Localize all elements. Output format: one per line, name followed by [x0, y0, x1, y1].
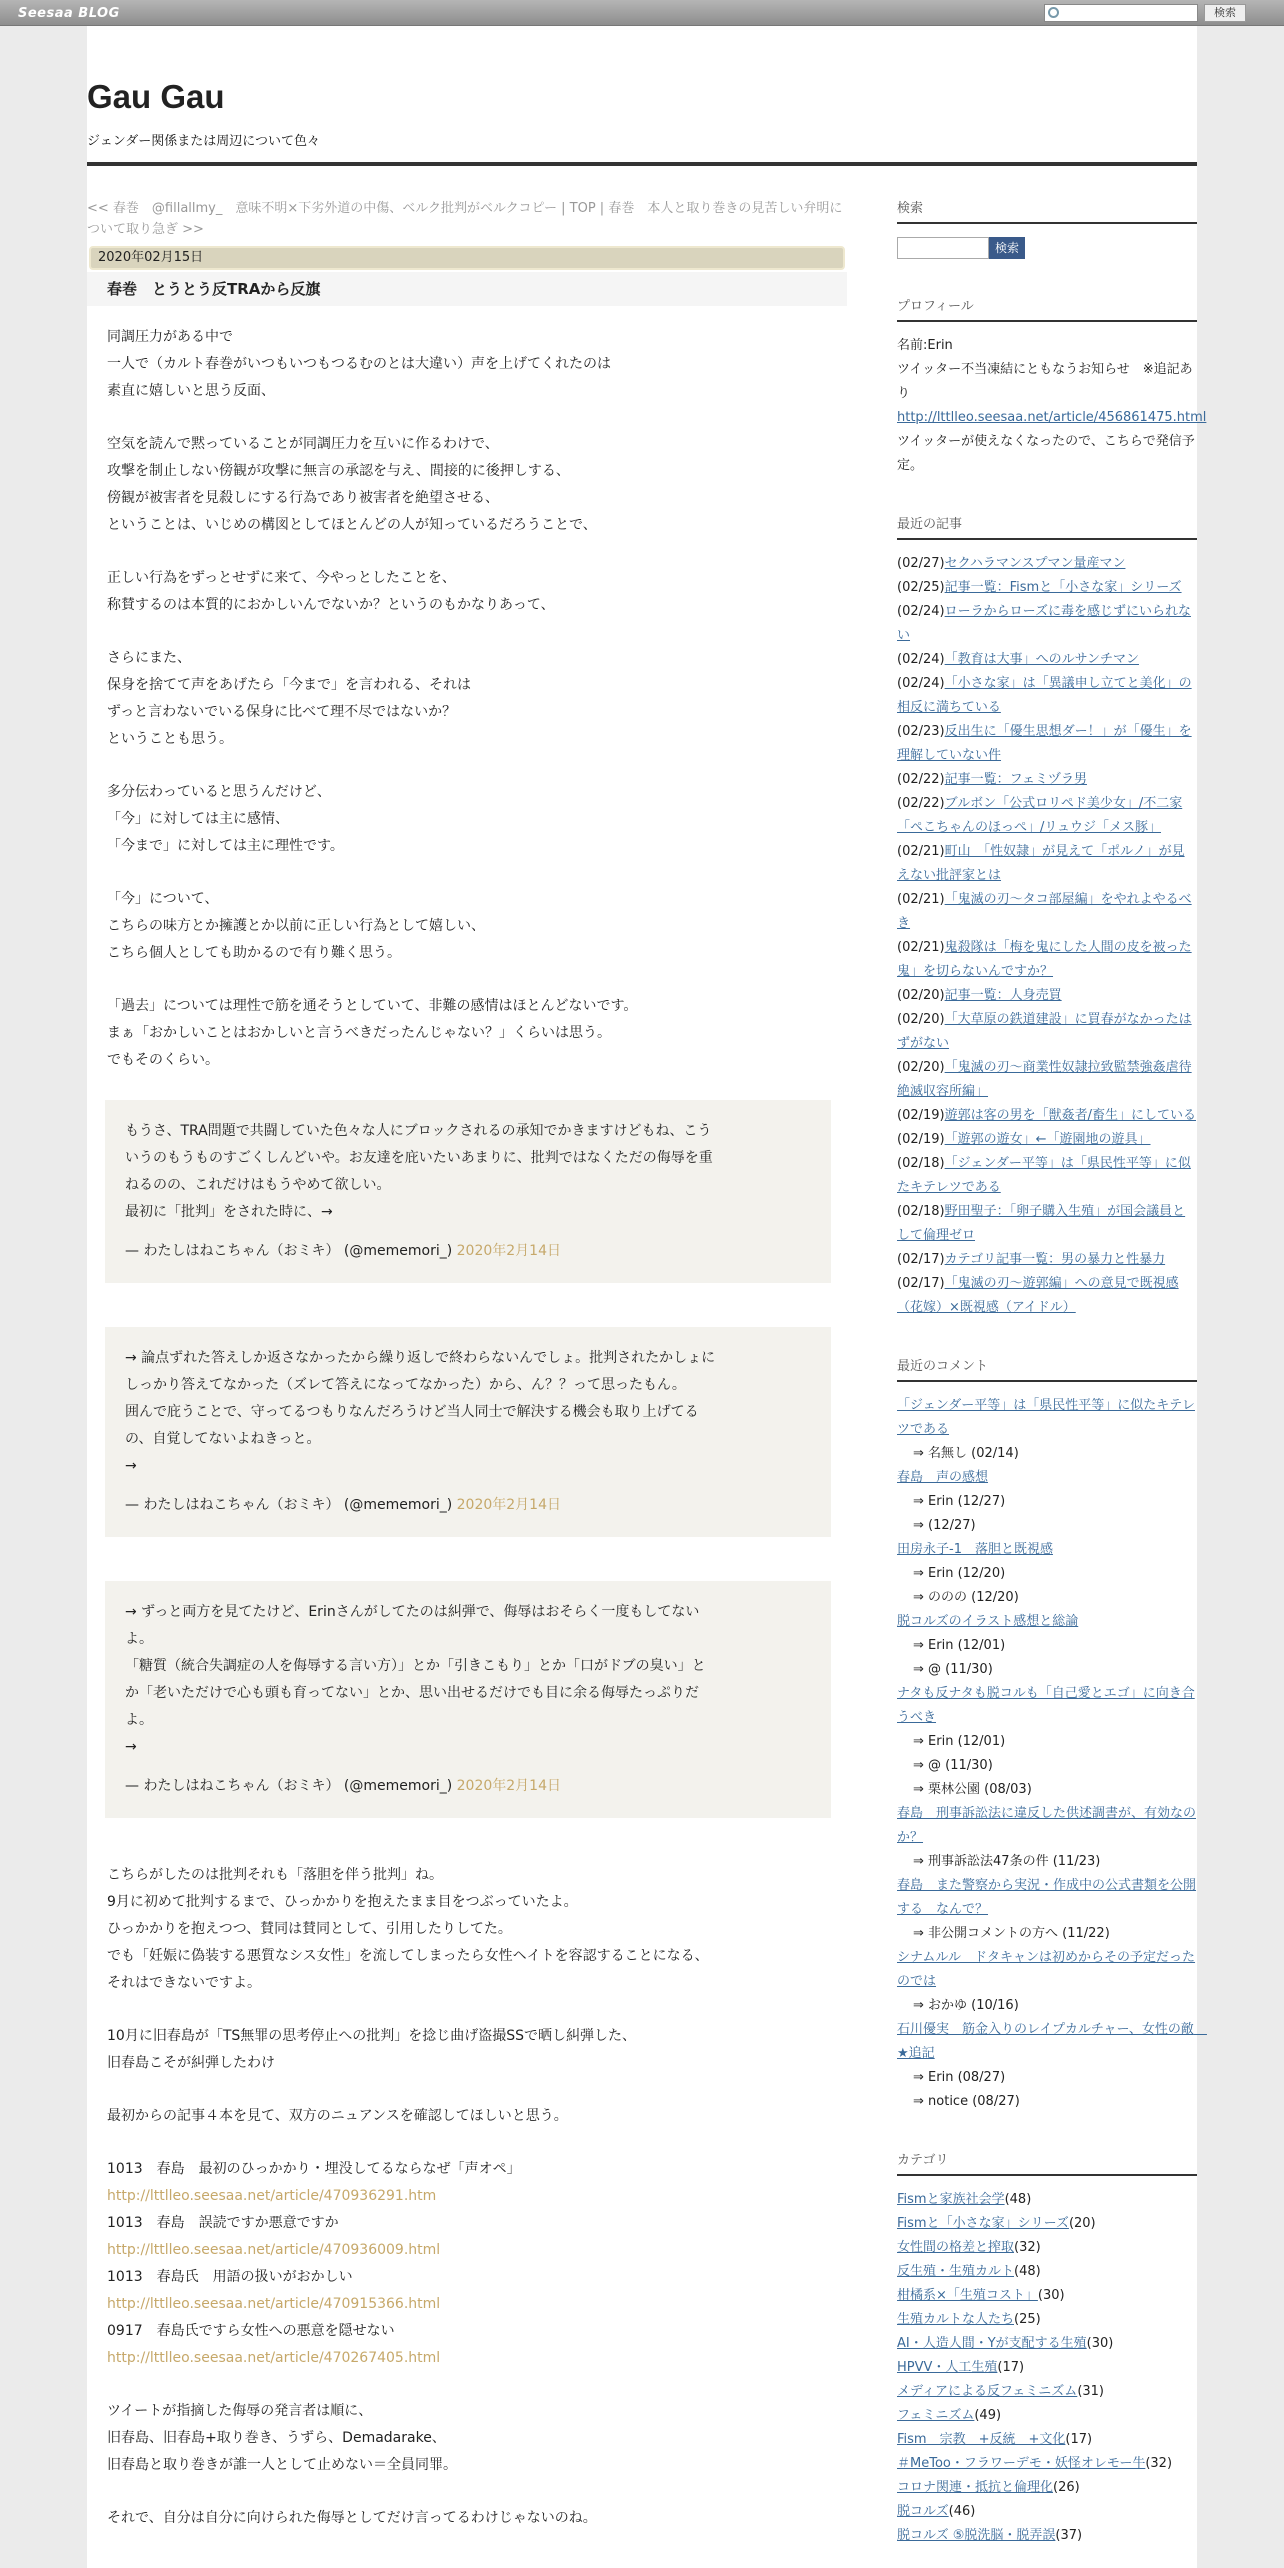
text-line: 同調圧力がある中で [107, 329, 233, 345]
category-link[interactable]: 柑橘系×「生殖コスト」 [897, 2288, 1038, 2303]
recent-date: (02/17) [897, 1252, 945, 1267]
text-line: 10月に旧春島が「TS無罪の思考停止への批判」を捻じ曲げ盗撮SSで晒し糾弾した、 [107, 2028, 637, 2044]
recent-date: (02/24) [897, 676, 945, 691]
recent-article-item [897, 840, 1197, 888]
text-line: ひっかかりを抱えつつ、賛同は賛同として、引用したりしてた。 [107, 1921, 512, 1937]
text-line: 「今」について、 [107, 891, 219, 907]
tweet-author [125, 1773, 811, 1800]
recent-date: (02/19) [897, 1108, 945, 1123]
tweet-line: 最初に「批判」をされた時に、→ [125, 1204, 333, 1220]
text-line: さらにまた、 [107, 650, 191, 666]
recent-article-item [897, 1008, 1197, 1056]
category-link[interactable]: Fismと「小さな家」シリーズ [897, 2216, 1069, 2231]
category-item [897, 2404, 1197, 2428]
category-count: (20) [1068, 2216, 1096, 2231]
comment-article-link[interactable]: 春島 声の感想 [897, 1470, 989, 1485]
recent-article-link[interactable]: 「教育は大事」へのルサンチマン [944, 652, 1139, 667]
recent-article-link[interactable]: 記事一覧：フェミヅラ男 [944, 772, 1087, 787]
recent-article-link[interactable]: 「鬼滅の刃～タコ部屋編」をやれよやるべき [897, 892, 1192, 931]
recent-article-item [897, 672, 1197, 720]
sidebar [897, 198, 1207, 2568]
tweet-author [125, 1492, 811, 1519]
recent-article-item [897, 936, 1197, 984]
tweet-date-link[interactable]: 2020年2月14日 [456, 1497, 561, 1513]
seesaa-logo[interactable]: Seesaa BLOG [18, 6, 120, 21]
category-item [897, 2212, 1197, 2236]
category-link[interactable]: メディアによる反フェミニズム [897, 2384, 1078, 2399]
text-line: 素直に嬉しいと思う反面、 [107, 383, 275, 399]
header-divider [87, 162, 1197, 166]
recent-comments-list [897, 1394, 1207, 2114]
category-item [897, 2188, 1197, 2212]
comment-entry[interactable]: ⇒ @ (11/30) [913, 1662, 993, 1677]
category-item [897, 2284, 1197, 2308]
sidebar-search-button[interactable]: 検索 [989, 237, 1025, 259]
comment-entry[interactable]: ⇒ Erin (12/01) [913, 1734, 1006, 1749]
category-count: (17) [997, 2360, 1025, 2375]
comment-entry[interactable]: ⇒ おかゆ (10/16) [913, 1998, 1019, 2013]
category-count: (49) [974, 2408, 1002, 2423]
recent-article-link[interactable]: カテゴリ記事一覧：男の暴力と性暴力 [944, 1252, 1166, 1267]
text-line: 最初からの記事４本を見て、双方のニュアンスを確認してほしいと思う。 [107, 2108, 568, 2124]
embedded-tweet [105, 1581, 831, 1818]
paragraph [107, 2398, 827, 2479]
tweet-author-name: — わたしはねこちゃん（おミキ） (@mememori_) [125, 1497, 457, 1513]
paragraph [107, 886, 827, 967]
article-url[interactable]: http://lttlleo.seesaa.net/article/470267405.html [107, 2350, 441, 2366]
recent-date: (02/21) [897, 940, 945, 955]
comment-entry[interactable]: ⇒ Erin (12/20) [913, 1566, 1006, 1581]
page-container [87, 26, 1207, 2568]
recent-article-item [897, 552, 1197, 576]
comment-article-link[interactable]: ナタも反ナタも脱コルも「自己愛とエゴ」に向き合うべき [897, 1686, 1195, 1725]
recent-article-link[interactable]: ローラからローズに毒を感じずにいられない [897, 604, 1191, 643]
category-link[interactable]: フェミニズム [897, 2408, 975, 2423]
category-link[interactable]: 生殖カルトな人たち [897, 2312, 1015, 2327]
top-link[interactable]: TOP [569, 201, 596, 216]
category-link[interactable]: Fismと家族社会学 [897, 2192, 1005, 2207]
recent-article-item [897, 576, 1197, 600]
recent-date: (02/19) [897, 1132, 945, 1147]
text-line: こちらがしたのは批判それも「落胆を伴う批判」ね。 [107, 1867, 443, 1883]
category-link[interactable]: 脱コルズ [897, 2504, 949, 2519]
recent-article-item [897, 1128, 1197, 1152]
recent-article-item [897, 1272, 1197, 1320]
recent-article-item [897, 1152, 1197, 1200]
recent-article-link[interactable]: 記事一覧：Fismと「小さな家」シリーズ [944, 580, 1182, 595]
paragraph [107, 324, 827, 405]
comment-entry[interactable]: ⇒ @ (11/30) [913, 1758, 993, 1773]
article-title: 1013 春島 誤読ですか悪意ですか [107, 2215, 339, 2231]
recent-article-link[interactable]: 「大草原の鉄道建設」に買春がなかったはずがない [897, 1012, 1192, 1051]
recent-date: (02/17) [897, 1276, 945, 1291]
paragraph [107, 565, 827, 619]
tweet-line: しっかり答えてなかった（ズレて答えになってなかった）から、ん？？って思ったもん。 [125, 1377, 686, 1393]
text-line: それはできないですよ。 [107, 1975, 261, 1991]
tweet-line: いうのもうものすごくしんどいや。お友達を庇いたいあまりに、批判ではなくただの侮辱を重 [125, 1150, 713, 1166]
text-line: 旧春島こそが糾弾したわけ [107, 2055, 275, 2071]
recent-date: (02/21) [897, 892, 945, 907]
recent-article-link[interactable]: 反出生に「優生思想ダー！」が「優生」を理解していない件 [897, 724, 1192, 763]
recent-article-item [897, 1056, 1197, 1104]
profile-note: ツイッターが使えなくなったので、こちらで発信予定。 [897, 434, 1195, 473]
comment-entry[interactable]: ⇒ Erin (12/27) [913, 1494, 1006, 1509]
paragraph [107, 2505, 827, 2532]
category-item [897, 2356, 1197, 2380]
paragraph [107, 645, 827, 753]
category-link[interactable]: HPVV・人工生殖 [897, 2360, 998, 2375]
text-line: でもそのくらい。 [107, 1052, 219, 1068]
comment-article-link[interactable]: 田房永子-1 落胆と既視感 [897, 1542, 1053, 1557]
recent-article-link[interactable]: セクハラマンスプマン量産マン [944, 556, 1126, 571]
comment-entry[interactable]: ⇒ 栗林公園 (08/03) [913, 1782, 1032, 1797]
comment-entry[interactable]: ⇒ ののの (12/20) [913, 1590, 1019, 1605]
comment-article-link[interactable]: シナムルル ドタキャンは初めからその予定だったのでは [897, 1950, 1196, 1989]
tweet-author [125, 1238, 811, 1265]
text-line: 旧春島と取り巻きが誰一人として止めない＝全員同罪。 [107, 2457, 457, 2473]
paragraph [107, 1862, 827, 1997]
article-title: 0917 春島氏ですら女性への悪意を隠せない [107, 2323, 395, 2339]
text-line: 一人で（カルト春巻がいつもいつもつるむのとは大違い）声を上げてくれたのは [107, 356, 611, 372]
recent-articles-list [897, 552, 1197, 1320]
search-heading: 検索 [897, 198, 1197, 224]
category-link[interactable]: 女性間の格差と搾取 [897, 2240, 1015, 2255]
comment-article-link[interactable]: 春島 また警察から実況・作成中の公式書類を公開する なんで？ [897, 1878, 1197, 1917]
category-count: (17) [1065, 2432, 1093, 2447]
recent-date: (02/18) [897, 1204, 945, 1219]
tweet-line: もうさ、TRA問題で共闘していた色々な人にブロックされるの承知でかきますけどもね、こう [125, 1123, 712, 1139]
recent-article-link[interactable]: 「遊郭の遊女」←「遊園地の遊具」 [944, 1132, 1151, 1147]
comment-article-link[interactable]: 春島 刑事訴訟法に違反した供述調書が、有効なのか？ [897, 1806, 1197, 1845]
breadcrumb [87, 198, 847, 240]
profile-link[interactable]: http://lttlleo.seesaa.net/article/456861475.html [897, 410, 1207, 425]
category-count: (32) [1014, 2240, 1041, 2255]
category-item [897, 2428, 1197, 2452]
category-section [897, 2150, 1197, 2548]
profile-notice: ツイッター不当凍結にともなうお知らせ ※追記あり [897, 362, 1193, 401]
category-item [897, 2380, 1197, 2404]
search-icon [1048, 7, 1059, 18]
tweet-line: か「老いただけで心も頭も育ってない」とか、思い出せるだけでも目に余る侮辱たっぷりだ [125, 1685, 699, 1701]
text-line: 9月に初めて批判するまで、ひっかかりを抱えたまま目をつぶっていたよ。 [107, 1894, 578, 1910]
category-link[interactable]: Fism 宗教 +反統 +文化 [897, 2432, 1066, 2447]
post-date: 2020年02月15日 [89, 246, 845, 270]
recent-article-item [897, 888, 1197, 936]
recent-article-link[interactable]: 遊郭は客の男を「獣姦者/畜生」にしている [944, 1108, 1196, 1123]
post-body [107, 324, 827, 2558]
post-title[interactable]: 春巻 とうとう反TRAから反旗 [87, 272, 847, 306]
profile-heading: プロフィール [897, 296, 1197, 322]
recent-date: (02/23) [897, 724, 945, 739]
recent-article-item [897, 1200, 1197, 1248]
sidebar-search-input[interactable] [897, 237, 989, 259]
tweet-author-name: — わたしはねこちゃん（おミキ） (@mememori_) [125, 1243, 457, 1259]
recent-article-link[interactable]: 鬼殺隊は「梅を鬼にした人間の皮を被った鬼」を切らないんですか？ [897, 940, 1192, 979]
recent-article-item [897, 1248, 1197, 1272]
category-link[interactable]: AI・人造人間・Yが支配する生殖 [897, 2336, 1087, 2351]
text-line: それで、自分は自分に向けられた侮辱としてだけ言ってるわけじゃないのね。 [107, 2510, 597, 2526]
category-link[interactable]: コロナ関連・抵抗と倫理化 [897, 2480, 1054, 2495]
article-url[interactable]: http://lttlleo.seesaa.net/article/470915366.html [107, 2296, 441, 2312]
category-item [897, 2308, 1197, 2332]
breadcrumb-separator: | [595, 201, 609, 216]
tweet-line: 囲んで庇うことで、守ってるつもりなんだろうけど当人同士で解決する機会も取り上げてる [125, 1404, 699, 1420]
recent-article-item [897, 792, 1197, 840]
article-url[interactable]: http://lttlleo.seesaa.net/article/470936291.htm [107, 2188, 437, 2204]
recent-article-item [897, 768, 1197, 792]
category-count: (48) [1004, 2192, 1032, 2207]
text-line: 「今」に対しては主に感情、 [107, 811, 289, 827]
text-line: こちら個人としても助かるので有り難く思う。 [107, 945, 401, 961]
recent-date: (02/20) [897, 1060, 945, 1075]
text-line: 空気を読んで黙っていることが同調圧力を互いに作るわけで、 [107, 436, 499, 452]
profile-name: 名前:Erin [897, 338, 953, 353]
text-line: ということは、いじめの構図としてほとんどの人が知っているだろうことで、 [107, 517, 597, 533]
recent-date: (02/25) [897, 580, 945, 595]
tweet-line: の、自覚してないよねきっと。 [125, 1431, 321, 1447]
recent-article-link[interactable]: 町山 「性奴隷」が見えて「ポルノ」が見えない批評家とは [897, 844, 1185, 883]
recent-date: (02/20) [897, 1012, 945, 1027]
paragraph [107, 993, 827, 1074]
text-line: 多分伝わっていると思うんだけど、 [107, 784, 331, 800]
comment-entry[interactable]: ⇒ 名無し (02/14) [913, 1446, 1019, 1461]
recent-articles-heading: 最近の記事 [897, 514, 1197, 540]
embedded-tweet [105, 1327, 831, 1537]
text-line: 傍観が被害者を見殺しにする行為であり被害者を絶望させる、 [107, 490, 499, 506]
tweet-line: → 論点ずれた答えしか返さなかったから繰り返しで終わらないんでしょ。批判されたかしょに [125, 1350, 716, 1366]
comment-entry[interactable]: ⇒ (12/27) [913, 1518, 976, 1533]
category-item [897, 2236, 1197, 2260]
comment-article-link[interactable]: 「ジェンダー平等」は「県民性平等」に似たキテレツである [897, 1398, 1195, 1437]
category-count: (26) [1053, 2480, 1080, 2495]
text-line: でも「妊娠に偽装する悪質なシス女性」を流してしまったら女性ヘイトを容認することになる、 [107, 1948, 709, 1964]
comment-entry[interactable]: ⇒ Erin (08/27) [913, 2070, 1006, 2085]
tweet-line: よ。 [125, 1712, 153, 1728]
paragraph [107, 2103, 827, 2130]
article-title: 1013 春島氏 用語の扱いがおかしい [107, 2269, 353, 2285]
tweet-date-link[interactable]: 2020年2月14日 [456, 1243, 561, 1259]
recent-article-link[interactable]: 記事一覧：人身売買 [944, 988, 1062, 1003]
recent-article-link[interactable]: 「ジェンダー平等」は「県民性平等」に似たキテレツである [897, 1156, 1191, 1195]
recent-article-item [897, 1104, 1197, 1128]
recent-date: (02/24) [897, 604, 945, 619]
comment-article-link[interactable]: 石川優実 筋金入りのレイプカルチャー、女性の敵 ★追記 [897, 2022, 1207, 2061]
category-count: (32) [1145, 2456, 1173, 2471]
tweet-line: 「糖質（統合失調症の人を侮辱する言い方）」とか「引きこもり」とか「口がドブの臭い」と [125, 1658, 706, 1674]
next-article-link[interactable]: 春巻 本人と取り巻きの見苦しい弁明について取り急ぎ >> [87, 201, 843, 237]
category-count: (30) [1037, 2288, 1065, 2303]
recent-comments-heading: 最近のコメント [897, 1356, 1197, 1382]
recent-date: (02/21) [897, 844, 945, 859]
text-line: ツイートが指摘した侮辱の発言者は順に、 [107, 2403, 373, 2419]
tweet-line: → [125, 1458, 137, 1474]
category-item [897, 2500, 1197, 2524]
comment-entry[interactable]: ⇒ 刑事訴訟法47条の件 (11/23) [913, 1854, 1101, 1869]
comment-entry[interactable]: ⇒ Erin (12/01) [913, 1638, 1006, 1653]
recent-date: (02/20) [897, 988, 945, 1003]
tweet-line: ねるのの、これだけはもうやめて欲しい。 [125, 1177, 391, 1193]
comment-entry[interactable]: ⇒ notice (08/27) [913, 2094, 1020, 2109]
profile-section [897, 296, 1207, 478]
recent-articles-section [897, 514, 1197, 1320]
recent-article-link[interactable]: 野田聖子：「卵子購入生殖」が国会議員として倫理ゼロ [897, 1204, 1186, 1243]
category-item [897, 2476, 1197, 2500]
blog-description: ジェンダー関係または周辺について色々 [87, 134, 320, 149]
tweet-line: → [125, 1739, 137, 1755]
recent-date: (02/27) [897, 556, 945, 571]
text-line: 称賛するのは本質的におかしいんでないか？というのもかなりあって、 [107, 597, 555, 613]
category-count: (30) [1086, 2336, 1114, 2351]
paragraph [107, 2023, 827, 2077]
article-url[interactable]: http://lttlleo.seesaa.net/article/470936009.html [107, 2242, 441, 2258]
category-item [897, 2524, 1197, 2548]
category-heading: カテゴリ [897, 2150, 1197, 2176]
article-title: 1013 春島 最初のひっかかり・埋没してるならなぜ「声オペ」 [107, 2161, 521, 2177]
tweet-date-link[interactable]: 2020年2月14日 [456, 1778, 561, 1794]
top-search-input[interactable] [1044, 4, 1198, 22]
recent-date: (02/18) [897, 1156, 945, 1171]
category-list [897, 2188, 1197, 2548]
recent-article-item [897, 720, 1197, 768]
recent-article-item [897, 648, 1197, 672]
category-count: (46) [948, 2504, 976, 2519]
text-line: 「今まで」に対しては主に理性です。 [107, 838, 344, 854]
text-line: 攻撃を制止しない傍観が攻撃に無言の承認を与え、間接的に後押しする、 [107, 463, 570, 479]
recent-article-link[interactable]: ブルボン「公式ロリペド美少女」/不二家「ペこちゃんのほっぺ」/リュウジ「メス豚」 [897, 796, 1183, 835]
search-section [897, 198, 1197, 260]
text-line: 「過去」については理性で筋を通そうとしていて、非難の感情はほとんどないです。 [107, 998, 638, 1014]
text-line: 旧春島、旧春島+取り巻き、うずら、Demadarake、 [107, 2430, 446, 2446]
top-bar [0, 0, 1284, 26]
paragraph [107, 779, 827, 860]
recent-date: (02/22) [897, 796, 945, 811]
category-link[interactable]: ＃MeToo・フラワーデモ・妖怪オレモー牛 [897, 2456, 1146, 2471]
recent-date: (02/22) [897, 772, 945, 787]
embedded-tweet [105, 1100, 831, 1283]
blog-title[interactable]: Gau Gau [87, 78, 225, 115]
text-line: 正しい行為をずっとせずに来て、今やっとしたことを、 [107, 570, 456, 586]
category-count: (37) [1055, 2528, 1083, 2543]
category-count: (31) [1077, 2384, 1104, 2399]
text-line: ということも思う。 [107, 731, 233, 747]
recent-article-item [897, 984, 1197, 1008]
text-line: ずっと言わないでいる保身に比べて理不尽ではないか？ [107, 704, 457, 720]
comment-entry[interactable]: ⇒ 非公開コメントの方へ (11/22) [913, 1926, 1110, 1941]
recent-article-link[interactable]: 「鬼滅の刃～商業性奴隷拉致監禁強姦虐待絶滅収容所編」 [897, 1060, 1192, 1099]
category-link[interactable]: 脱コルズ ⑤脱洗脳・脱弄誤 [897, 2528, 1056, 2543]
text-line: 保身を捨てて声をあげたら「今まで」を言われる、それは [107, 677, 471, 693]
recent-article-link[interactable]: 「小さな家」は「異議申し立てと美化」の相反に満ちている [897, 676, 1192, 715]
comment-article-link[interactable]: 脱コルズのイラスト感想と総論 [897, 1614, 1079, 1629]
category-item [897, 2260, 1197, 2284]
recent-article-item [897, 600, 1197, 648]
prev-article-link[interactable]: << 春巻 @fillallmy_ 意味不明×下劣外道の中傷、ベルク批判がベルクコピー [87, 201, 557, 216]
category-count: (48) [1014, 2264, 1041, 2279]
text-line: まぁ「おかしいことはおかしいと言うべきだったんじゃない？」くらいは思う。 [107, 1025, 611, 1041]
text-line: こちらの味方とか擁護とか以前に正しい行為として嬉しい、 [107, 918, 485, 934]
recent-comments-section [897, 1356, 1207, 2114]
paragraph [107, 431, 827, 539]
category-item [897, 2452, 1197, 2476]
top-search-button[interactable]: 検索 [1204, 4, 1246, 22]
category-item [897, 2332, 1197, 2356]
category-link[interactable]: 反生殖・生殖カルト [897, 2264, 1015, 2279]
tweet-line: よ。 [125, 1631, 153, 1647]
tweet-author-name: — わたしはねこちゃん（おミキ） (@mememori_) [125, 1778, 457, 1794]
recent-article-link[interactable]: 「鬼滅の刃～遊郭編」への意見で既視感（花嫁）×既視感（アイドル） [897, 1276, 1179, 1315]
breadcrumb-separator: | [556, 201, 570, 216]
recent-date: (02/24) [897, 652, 945, 667]
category-count: (25) [1014, 2312, 1041, 2327]
tweet-line: → ずっと両方を見てたけど、Erinさんがしてたのは糾弾で、侮辱はおそらく一度もしてない [125, 1604, 700, 1620]
article-link-list [107, 2156, 827, 2372]
